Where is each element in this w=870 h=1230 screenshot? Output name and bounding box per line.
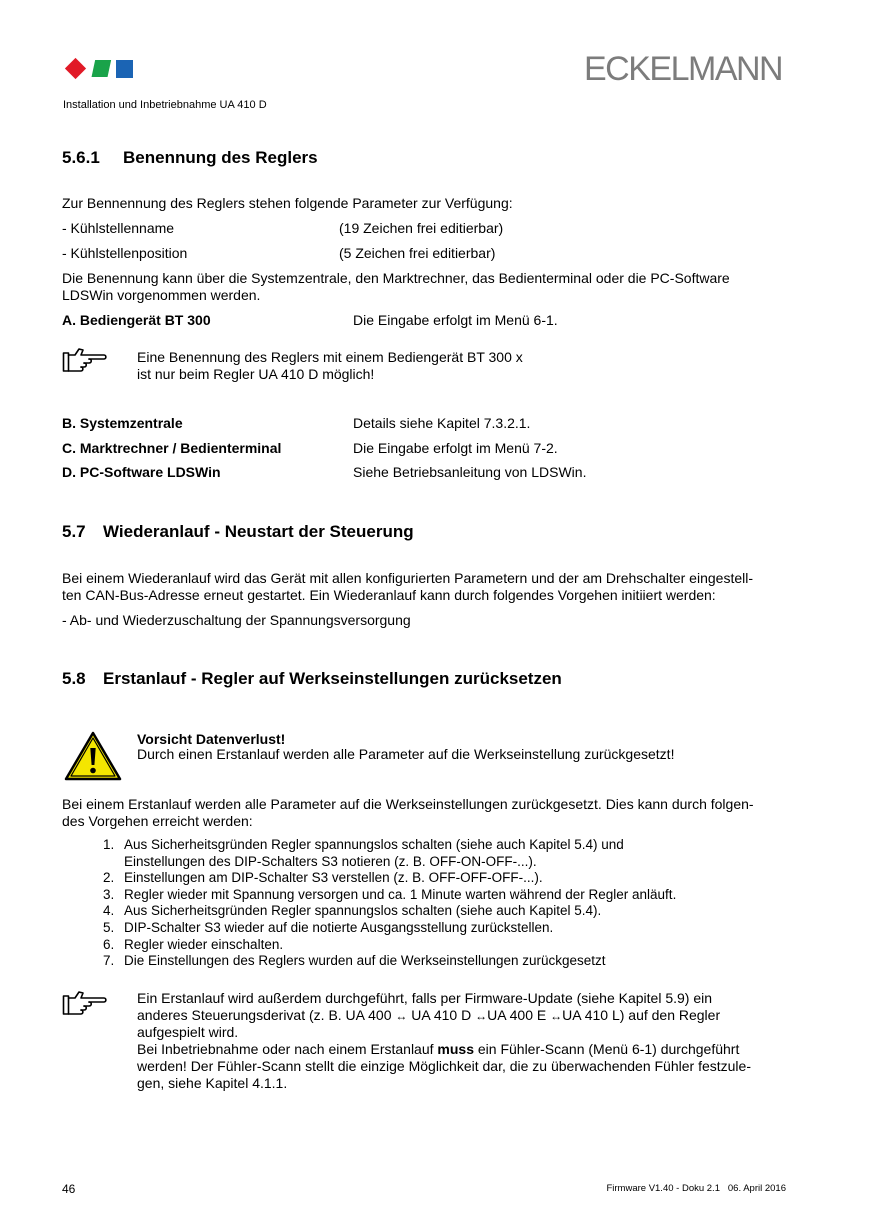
paragraph-line: LDSWin vorgenommen werden. — [62, 287, 261, 303]
note-text: Eine Benennung des Reglers mit einem Bediengerät BT 300 x — [137, 349, 523, 365]
param-label: - Kühlstellenposition — [62, 245, 188, 261]
note-text: Bei Inbetriebnahme oder nach einem Erstanlauf muss ein Fühler-Scann (Menü 6-1) durchgeführt — [137, 1041, 740, 1057]
paragraph-line: des Vorgehen erreicht werden: — [62, 813, 253, 829]
note-text: Ein Erstanlauf wird außerdem durchgeführt, falls per Firmware-Update (siehe Kapitel 5.9) ein — [137, 990, 713, 1006]
paragraph-line: - Ab- und Wiederzuschaltung der Spannungsversorgung — [62, 612, 411, 628]
pointing-hand-icon — [62, 346, 108, 374]
paragraph-line: Bei einem Erstanlauf werden alle Parameter auf die Werkseinstellungen zurückgesetzt. Dies kann durch folgen- — [62, 796, 754, 812]
warning-text: Durch einen Erstanlauf werden alle Parameter auf die Werkseinstellung zurückgesetzt! — [137, 746, 675, 762]
option-b-label: B. Systemzentrale — [62, 415, 183, 431]
double-arrow-icon: ↔ — [475, 1009, 488, 1023]
list-item: 4. Aus Sicherheitsgründen Regler spannungslos schalten (siehe auch Kapitel 5.4). — [103, 903, 602, 919]
eckelmann-logo-icon — [62, 56, 136, 82]
list-item: 1. Aus Sicherheitsgründen Regler spannungslos schalten (siehe auch Kapitel 5.4) und — [103, 837, 624, 852]
param-value: (5 Zeichen frei editierbar) — [339, 245, 496, 261]
param-value: (19 Zeichen frei editierbar) — [339, 220, 504, 236]
param-label: - Kühlstellenname — [62, 220, 175, 236]
pointing-hand-icon — [62, 989, 108, 1017]
paragraph-line: Bei einem Wiederanlauf wird das Gerät mit allen konfigurierten Parametern und der am Drehschalter eingestell- — [62, 570, 753, 586]
note-text: gen, siehe Kapitel 4.1.1. — [137, 1075, 288, 1091]
list-item: 3. Regler wieder mit Spannung versorgen und ca. 1 Minute warten während der Regler anläuft. — [103, 886, 677, 902]
page-number: 46 — [62, 1182, 76, 1196]
note-text: aufgespielt wird. — [137, 1024, 239, 1040]
list-item: 5. DIP-Schalter S3 wieder auf die notierte Ausgangsstellung zurückstellen. — [103, 920, 554, 935]
option-a-label: A. Bediengerät BT 300 — [62, 312, 211, 328]
warning-title: Vorsicht Datenverlust! — [137, 731, 286, 747]
option-c-value: Die Eingabe erfolgt im Menü 7-2. — [353, 440, 558, 456]
double-arrow-icon: ↔ — [550, 1009, 563, 1023]
warning-triangle-icon — [64, 731, 122, 781]
option-d-label: D. PC-Software LDSWin — [62, 464, 221, 480]
option-d-value: Siehe Betriebsanleitung von LDSWin. — [353, 464, 587, 480]
note-text: anderes Steuerungsderivat (z. B. UA 400 ↔ UA 410 D ↔UA 400 E ↔UA 410 L) auf den Regler — [137, 1007, 721, 1023]
note-text: werden! Der Fühler-Scann stellt die einzige Möglichkeit dar, die zu überwachenden Fühler festzule- — [137, 1058, 751, 1074]
option-a-value: Die Eingabe erfolgt im Menü 6-1. — [353, 312, 558, 328]
section-heading-5-8: 5.8 Erstanlauf - Regler auf Werkseinstellungen zurücksetzen — [62, 669, 562, 688]
brand-name: ECKELMANN — [584, 50, 783, 88]
list-item: 2. Einstellungen am DIP-Schalter S3 verstellen (z. B. OFF-OFF-OFF-...). — [103, 870, 543, 886]
paragraph-line: ten CAN-Bus-Adresse erneut gestartet. Ein Wiederanlauf kann durch folgendes Vorgehen initiiert werden: — [62, 587, 716, 603]
list-item: 6. Regler wieder einschalten. — [103, 936, 284, 952]
option-c-label: C. Marktrechner / Bedienterminal — [62, 440, 282, 456]
doc-subtitle: Installation und Inbetriebnahme UA 410 D — [63, 99, 267, 111]
section-heading-5-6-1: 5.6.1 Benennung des Reglers — [62, 148, 318, 167]
list-item: 7. Die Einstellungen des Reglers wurden auf die Werkseinstellungen zurückgesetzt — [103, 953, 606, 969]
intro-text: Zur Bennennung des Reglers stehen folgende Parameter zur Verfügung: — [62, 195, 513, 211]
footer-version: Firmware V1.40 - Doku 2.1 06. April 2016 — [606, 1183, 786, 1194]
list-item: Einstellungen des DIP-Schalters S3 notieren (z. B. OFF-ON-OFF-...). — [124, 853, 537, 869]
section-heading-5-7: 5.7 Wiederanlauf - Neustart der Steuerung — [62, 522, 414, 541]
option-b-value: Details siehe Kapitel 7.3.2.1. — [353, 415, 531, 431]
paragraph-line: Die Benennung kann über die Systemzentrale, den Marktrechner, das Bedienterminal oder die PC-Software — [62, 270, 730, 286]
note-text: ist nur beim Regler UA 410 D möglich! — [137, 366, 375, 382]
double-arrow-icon: ↔ — [395, 1009, 408, 1023]
